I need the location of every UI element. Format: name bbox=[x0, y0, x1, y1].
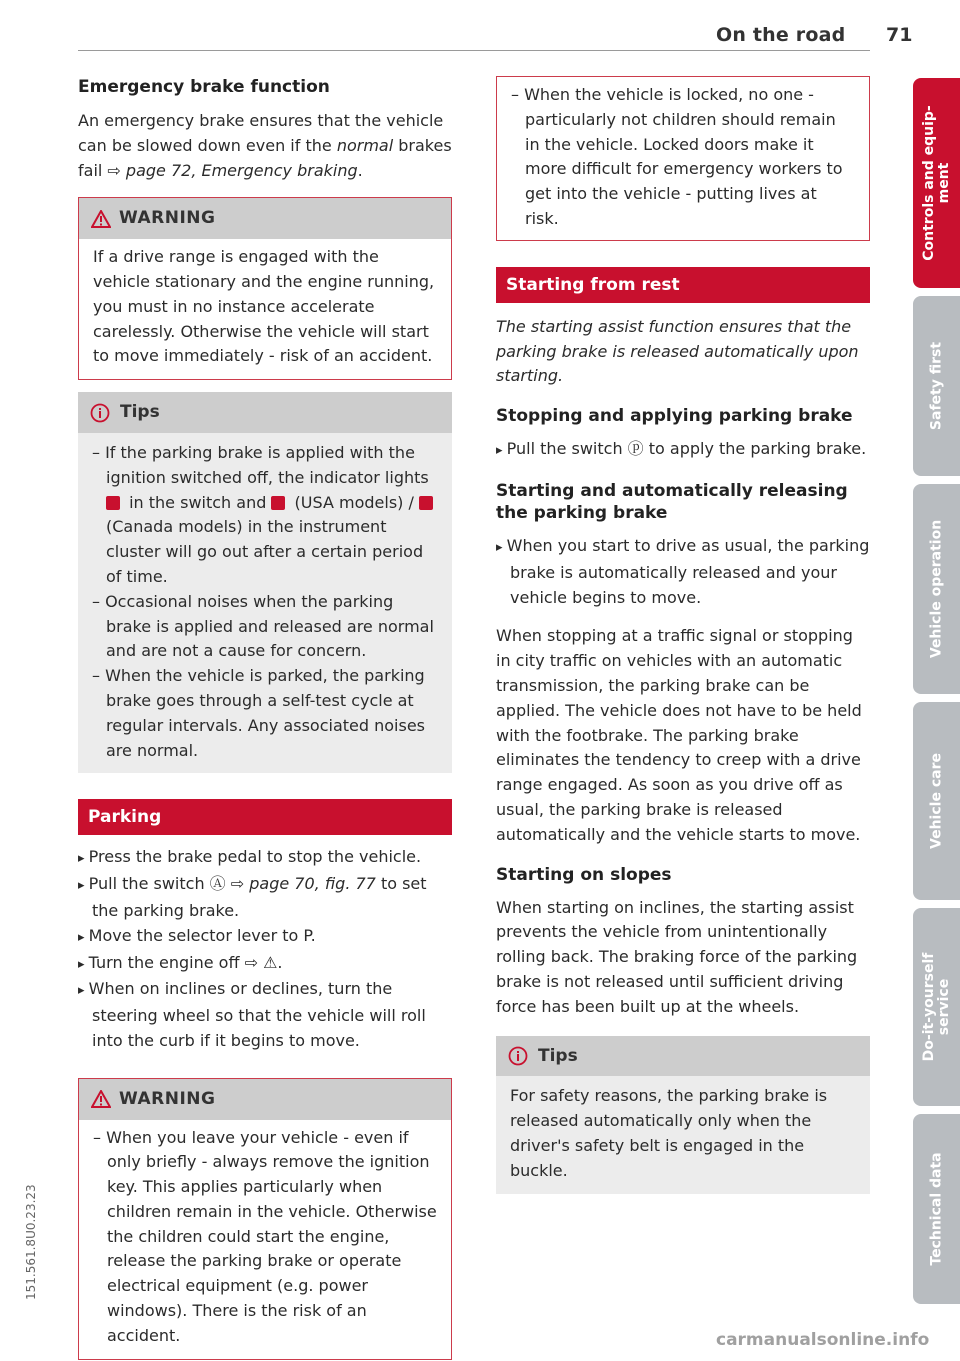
tab-vehicle-operation[interactable] bbox=[913, 484, 960, 694]
left-column bbox=[78, 76, 452, 1360]
tab-label: Controls and equip- ment bbox=[920, 105, 952, 261]
warning-title: WARNING bbox=[119, 1088, 216, 1109]
step-item: ▸ When on inclines or declines, turn the steering wheel so that the vehicle will roll into the curb if it begins to move. bbox=[78, 977, 452, 1053]
step-item: ▸ Press the brake pedal to stop the vehicle. bbox=[78, 845, 452, 872]
parking-section-heading: Parking bbox=[78, 799, 452, 835]
step-item: ▸ Move the selector lever to P. bbox=[78, 924, 452, 951]
tab-label: Technical data bbox=[928, 1152, 944, 1266]
warning-triangle-icon bbox=[91, 210, 111, 228]
tab-do-it-yourself-service[interactable] bbox=[913, 908, 960, 1106]
text-line: fail ⇨ bbox=[78, 160, 126, 180]
tab-safety-first[interactable] bbox=[913, 296, 960, 476]
warning-header bbox=[79, 1079, 451, 1120]
warning-text: – When the vehicle is locked, no one - particularly not children should remain in the vehicle. Locked doors make it more difficult for emergency workers to get into the vehicle - putting lives at risk. bbox=[511, 85, 843, 228]
text-line: (USA models) / bbox=[289, 492, 414, 512]
parking-steps bbox=[78, 845, 452, 1053]
text-line: An emergency brake ensures that the vehicle bbox=[78, 111, 444, 130]
info-icon bbox=[508, 1046, 528, 1066]
tab-controls-and-equipment[interactable] bbox=[913, 78, 960, 288]
tips-box-1 bbox=[78, 392, 452, 773]
starting-paragraph: When stopping at a traffic signal or stopping in city traffic on vehicles with an automatic transmission, the parking brake can be applied. The vehicle does not have to be held with the footbrake. The parking brake eliminates the tendency to creep with a drive range engaged. As soon as you drive off as usual, the parking brake is released automatically and the vehicle starts to move. bbox=[496, 626, 862, 844]
emergency-brake-heading: Emergency brake function bbox=[78, 77, 330, 97]
warning-text: If a drive range is engaged with the vehicle stationary and the engine running, you must in no instance accelerate carelessly. Otherwise the vehicle will start to move immediately - risk of an accident. bbox=[93, 247, 435, 366]
starting-release-heading: Starting and automatically releasing the parking brake bbox=[496, 480, 848, 523]
tab-label: Safety first bbox=[928, 341, 944, 431]
step-item: ▸ When you start to drive as usual, the parking brake is automatically released and your vehicle begins to move. bbox=[496, 534, 870, 610]
parking-brake-indicator-icon bbox=[419, 496, 433, 510]
park-indicator-icon bbox=[271, 496, 285, 510]
tips-text: For safety reasons, the parking brake is released automatically only when the driver's safety belt is engaged in the buckle. bbox=[510, 1086, 828, 1180]
tab-label: Vehicle operation bbox=[928, 519, 944, 659]
warning-box-2 bbox=[78, 1078, 452, 1360]
warning-triangle-icon bbox=[91, 1090, 111, 1108]
text-line: . bbox=[357, 160, 363, 180]
tips-header bbox=[78, 392, 452, 433]
step-item: ▸ Turn the engine off ⇨ ⚠. bbox=[78, 951, 452, 978]
warning-text: – When you leave your vehicle - even if only briefly - always remove the ignition key. This applies particularly when children remain in the vehicle. Otherwise the children could start the engine, release the parking brake or operate electrical equipment (e.g. power windows). There is the risk of an accident. bbox=[93, 1127, 437, 1345]
text-line: in the switch and bbox=[124, 492, 267, 512]
tips-item bbox=[92, 441, 438, 590]
emergency-brake-text bbox=[78, 109, 452, 183]
tips-box-2 bbox=[496, 1036, 870, 1194]
watermark: carmanualsonline.info bbox=[716, 1330, 930, 1350]
tips-title: Tips bbox=[538, 1045, 578, 1066]
tips-header bbox=[496, 1036, 870, 1077]
text-emphasis: normal bbox=[336, 135, 394, 155]
warning-title: WARNING bbox=[119, 208, 216, 229]
header-rule bbox=[78, 50, 870, 51]
tab-vehicle-care[interactable] bbox=[913, 702, 960, 900]
text-line: brakes bbox=[393, 135, 452, 155]
tab-label: Do-it-yourself service bbox=[920, 952, 952, 1062]
stopping-heading: Stopping and applying parking brake bbox=[496, 406, 853, 427]
cross-reference-link[interactable]: page 72, Emergency braking bbox=[125, 160, 358, 180]
warning-header bbox=[79, 198, 451, 239]
text-line: (Canada models) in the instrument cluster will go out after a certain period of time. bbox=[106, 517, 424, 586]
tips-title: Tips bbox=[120, 402, 160, 423]
info-icon bbox=[90, 403, 110, 423]
slopes-paragraph: When starting on inclines, the starting assist prevents the vehicle from unintentionally rolling back. The braking force of the parking brake is not released until sufficient driving force has been built up at the wheels. bbox=[496, 897, 858, 1016]
step-item: ▸ Pull the switch ⓟ to apply the parking brake. bbox=[496, 437, 870, 464]
tips-item: – Occasional noises when the parking brake is applied and released are normal and are not a cause for concern. bbox=[92, 591, 434, 661]
right-column bbox=[496, 76, 870, 1194]
parking-brake-indicator-icon bbox=[106, 496, 120, 510]
text-line: can be slowed down even if the bbox=[78, 135, 337, 155]
warning-box-1 bbox=[78, 197, 452, 380]
text-line: to set the parking brake. bbox=[92, 874, 427, 920]
tab-technical-data[interactable] bbox=[913, 1114, 960, 1304]
tips-body bbox=[78, 433, 452, 773]
tips-item: – When the vehicle is parked, the parking brake goes through a self-test cycle at regular intervals. Any associated noises are normal. bbox=[92, 666, 425, 760]
text-line: – If the parking brake is applied with the ignition switched off, the indicator lights bbox=[92, 442, 429, 487]
starting-intro: The starting assist function ensures that the parking brake is released automatically upon starting. bbox=[496, 316, 859, 386]
text-line: Pull the switch Ⓐ ⇨ bbox=[88, 874, 250, 894]
running-header-title: On the road bbox=[716, 24, 846, 46]
document-code: 151.561.8U0.23.23 bbox=[24, 1184, 38, 1300]
slopes-heading: Starting on slopes bbox=[496, 864, 672, 885]
warning-box-continued bbox=[496, 76, 870, 241]
cross-reference-link[interactable]: page 70, fig. 77 bbox=[249, 874, 376, 894]
step-item bbox=[78, 872, 452, 924]
tab-label: Vehicle care bbox=[928, 753, 944, 849]
page-number: 71 bbox=[886, 24, 913, 46]
starting-section-heading: Starting from rest bbox=[496, 267, 870, 303]
